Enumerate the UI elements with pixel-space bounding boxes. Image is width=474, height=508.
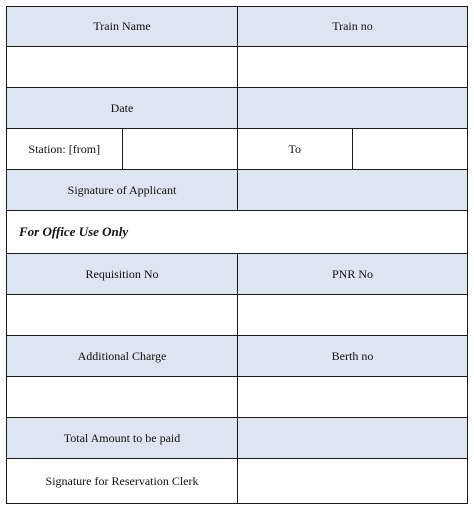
berth-no-field[interactable] [237, 377, 467, 417]
date-row [7, 88, 467, 129]
applicant-signature-row [7, 170, 467, 211]
total-amount-field[interactable] [237, 418, 467, 458]
signature-clerk-label: Signature for Reservation Clerk [45, 473, 199, 488]
date-field[interactable] [237, 88, 467, 128]
train-header-row [7, 7, 467, 47]
reservation-form [6, 6, 468, 504]
signature-applicant-field[interactable] [237, 170, 467, 210]
requisition-entry-row [7, 295, 467, 336]
to-label: To [237, 129, 352, 169]
train-no-field[interactable] [237, 47, 467, 87]
additional-charge-label: Additional Charge [7, 336, 237, 376]
train-name-field[interactable] [7, 47, 237, 87]
train-no-label: Train no [237, 7, 467, 46]
train-name-label: Train Name [7, 7, 237, 46]
pnr-no-label: PNR No [237, 254, 467, 294]
date-label: Date [7, 88, 237, 128]
to-field[interactable] [352, 129, 468, 169]
pnr-no-field[interactable] [237, 295, 467, 335]
station-row [7, 129, 467, 170]
train-entry-row [7, 47, 467, 88]
signature-clerk-field[interactable] [237, 459, 467, 503]
clerk-signature-row [7, 459, 467, 503]
office-use-row [7, 211, 467, 254]
station-from-label: Station: [from] [28, 141, 101, 156]
signature-applicant-label: Signature of Applicant [7, 170, 237, 210]
berth-no-label: Berth no [237, 336, 467, 376]
requisition-header-row [7, 254, 467, 295]
requisition-no-field[interactable] [7, 295, 237, 335]
station-from-field[interactable] [122, 129, 238, 169]
total-amount-row [7, 418, 467, 459]
requisition-no-label: Requisition No [7, 254, 237, 294]
additional-charge-field[interactable] [7, 377, 237, 417]
charge-entry-row [7, 377, 467, 418]
total-amount-label: Total Amount to be paid [7, 418, 237, 458]
office-use-heading: For Office Use Only [19, 224, 129, 239]
charge-header-row [7, 336, 467, 377]
